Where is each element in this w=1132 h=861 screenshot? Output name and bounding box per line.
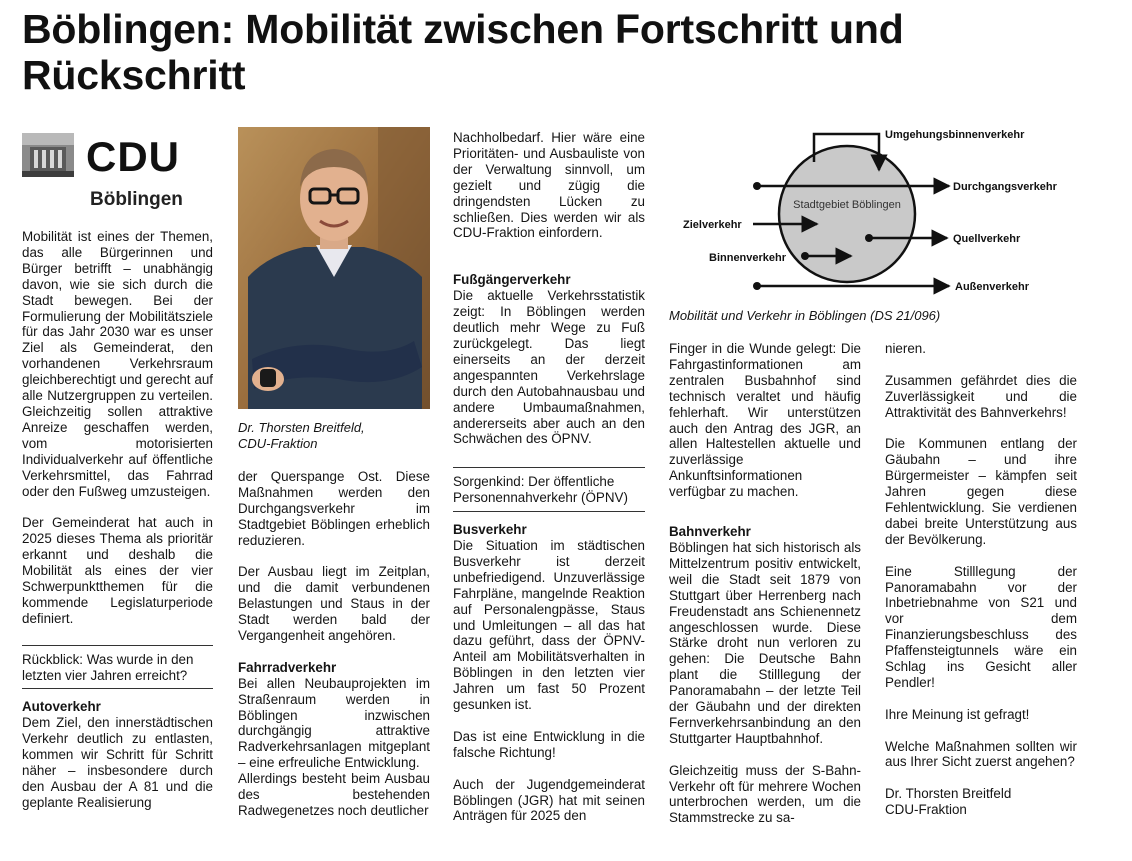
label-aussenverkehr: Außenverkehr [955,281,1029,293]
portrait-photo [238,127,430,409]
paragraph: Der Ausbau liegt im Zeitplan, und die damit verbundenen Belastungen und Staus in der Stadt werden bald der Vergangenheit angehören. [238,564,430,644]
column-1 [22,229,213,811]
column-4 [669,341,861,826]
paragraph: Gleichzeitig muss der S-Bahn-Verkehr oft für mehrere Wochen unterbrochen werden, um die Stammstrecke zu sa- [669,762,861,826]
paragraph: Eine Stilllegung der Panoramabahn vor der Inbetriebnahme von S21 und vor dem Finanzierungsbeschluss des Pfaffensteigtunnels wäre ein Schlag ins Gesicht aller Pendler! [885,563,1077,690]
signature-name: Dr. Thorsten Breitfeld [885,786,1012,802]
paragraph: Zusammen gefährdet dies die Zuverlässigkeit und die Attraktivität des Bahnverkehrs! [885,372,1077,420]
signature-role: CDU-Fraktion [885,802,967,818]
label-binnenverkehr: Binnenverkehr [709,252,787,264]
paragraph: der Querspange Ost. Diese Maßnahmen werden den Durchgangsverkehr im Stadtgebiet Böblingen erheblich reduzieren. [238,469,430,548]
city-circle [779,146,915,282]
paragraph: Allerdings besteht beim Ausbau des bestehenden Radwegenetzes noch deutlicher [238,771,430,818]
label-quellverkehr: Quellverkehr [953,233,1021,245]
paragraph: Bei allen Neubauprojekten im Straßenraum werden in Böblingen inzwischen durchgängig attraktive Radverkehrsanlagen mitgeplant – eine erfreuliche Entwicklung. [238,675,430,771]
cdu-subtitle: Böblingen [90,189,183,210]
headline: Böblingen: Mobilität zwischen Fortschritt und Rückschritt [22,6,904,98]
paragraph: Mobilität ist eines der Themen, das alle Bürgerinnen und Bürger betrifft – unabhängig davon, wie sie sich durch die Stadt bewegen. Bei der Formulierung der Mobilitätsziele für das Jahr 2030 war es unser Ziel als Gemeinderat, den vorhandenen Verkehrsraum gleichberechtigt und gerecht auf alle Nutzergruppen zu verteilen. Gleichzeitig sollen attraktive Anreize geschaffen werden, vom motorisierten Individualverkehr auf öffentliche Verkehrsmittel, das Fahrrad oder den Fußweg umzusteigen. [22,229,213,499]
subheading-bahnverkehr: Bahnverkehr [669,524,751,540]
paragraph: Die aktuelle Verkehrsstatistik zeigt: In Böblingen werden deutlich mehr Wege zu Fuß zurückgelegt. Das liegt einerseits an der derzeit angespannten Verkehrslage durch den Autobahnausbau und andere Umbaumaßnahmen, andererseits aber auch an den Schwächen des ÖPNV. [453,288,645,447]
paragraph: Böblingen hat sich historisch als Mittelzentrum positiv entwickelt, weil die Stadt seit 1879 von Stuttgart über Herrenberg nach Freudenstadt ans Schienennetz angeschlossen wurde. Diese Stärke droht nun verloren zu gehen: Die Deutsche Bahn plant die Stilllegung der Panoramabahn – der letzte Teil der Gäubahn und der direkten Fernverkehrsanbindung an den Stuttgarter Hauptbahnhof. [669,539,861,746]
paragraph: Ihre Meinung ist gefragt! [885,706,1030,722]
box-heading-rueckblick: Rückblick: Was wurde in den letzten vier Jahren erreicht? [22,645,213,690]
photo-caption-role: CDU-Fraktion [238,435,318,451]
paragraph: Dem Ziel, den innerstädtischen Verkehr deutlich zu entlasten, kommen wir Schritt für Schritt näher – insbesondere durch den Ausbau der A 81 und die geplante Realisierung [22,715,213,810]
subheading-busverkehr: Busverkehr [453,522,527,538]
subheading-autoverkehr: Autoverkehr [22,699,101,715]
cdu-logo [22,133,212,213]
label-durchgangsverkehr: Durchgangsverkehr [953,181,1057,193]
column-3 [453,130,645,824]
paragraph: Die Kommunen entlang der Gäubahn – und ihre Bürgermeister – kämpfen seit Jahren gegen diese Fehlentwicklung. Sie verdienen dabei breite Unterstützung aus der Bevölkerung. [885,436,1077,547]
subheading-fussgaengerverkehr: Fußgängerverkehr [453,272,571,288]
paragraph: Welche Maßnahmen sollten wir aus Ihrer Sicht zuerst angehen? [885,738,1077,770]
diagram-caption: Mobilität und Verkehr in Böblingen (DS 21/096) [669,308,941,323]
column-5 [885,341,1077,818]
subheading-fahrradverkehr: Fahrradverkehr [238,659,337,675]
cdu-logo-graphic [22,133,212,213]
paragraph: Das ist eine Entwicklung in die falsche Richtung! [453,728,645,760]
label-zielverkehr: Zielverkehr [683,219,742,231]
paragraph: Die Situation im städtischen Busverkehr ist derzeit unbefriedigend. Unzuverlässige Fahrpläne, mangelnde Reaktion auf Personalengpässe, Staus und Umleitungen – all das hat dazu geführt, dass der ÖPNV-Anteil am Mobilitätsverhalten in Böblingen in den letzten vier Jahren um fast 50 Prozent gesunken ist. [453,538,645,713]
photo-caption-name: Dr. Thorsten Breitfeld, [238,420,365,435]
diagram-center-label: Stadtgebiet Böblingen [793,199,901,211]
paragraph: nieren. [885,341,926,356]
column-2 [238,420,430,819]
paragraph: Finger in die Wunde gelegt: Die Fahrgastinformationen am zentralen Busbahnhof sind technisch veraltet und häufig fehlerhaft. Wir unterstützen auch den Antrag des JGR, an allen Haltestellen aktuelle und zuverlässige Ankunftsinformationen verfügbar zu machen. [669,341,861,500]
paragraph: Auch der Jugendgemeinderat Böblingen (JGR) hat mit seinen Anträgen für 2025 den [453,776,645,824]
cdu-wordmark: CDU [86,133,180,180]
box-heading-oepnv: Sorgenkind: Der öffentliche Personennahverkehr (ÖPNV) [453,467,645,512]
label-umgehungsbinnenverkehr: Umgehungsbinnenverkehr [885,129,1025,141]
paragraph: Der Gemeinderat hat auch in 2025 dieses Thema als prioritär erkannt und deshalb die Mobilität als eines der vier Schwerpunktthemen für die kommende Legislaturperiode definiert. [22,515,213,626]
traffic-diagram [669,126,1057,298]
paragraph: Nachholbedarf. Hier wäre eine Prioritäten- und Ausbauliste von der Verwaltung sinnvoll, um gezielt und zügig die dringendsten Lücken zu schließen. Dies werden wir als CDU-Fraktion einfordern. [453,130,645,241]
